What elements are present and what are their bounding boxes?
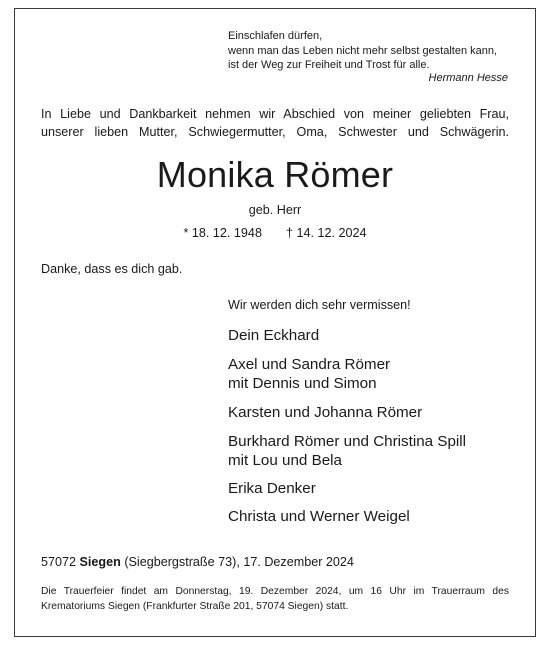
mourner-entry bbox=[228, 432, 466, 470]
death-date: † 14. 12. 2024 bbox=[285, 226, 367, 240]
mourner-entry bbox=[228, 326, 319, 345]
place-zip: 57072 bbox=[41, 555, 77, 569]
mourner-entry bbox=[228, 479, 316, 498]
intro-line: In Liebe und Dankbarkeit nehmen wir Abschied von meiner geliebten Frau, bbox=[41, 107, 509, 121]
mourner-line: Burkhard Römer und Christina Spill bbox=[228, 433, 467, 450]
life-dates bbox=[0, 226, 550, 240]
maiden-name: geb. Herr bbox=[248, 203, 302, 217]
mourner-entry bbox=[228, 507, 410, 526]
quote bbox=[228, 29, 497, 73]
mourner-entry bbox=[228, 355, 390, 393]
mourner-line: Axel und Sandra Römer bbox=[228, 356, 391, 373]
miss-line: Wir werden dich sehr vermissen! bbox=[228, 298, 411, 312]
funeral-notice bbox=[41, 584, 509, 614]
quote-line: wenn man das Leben nicht mehr selbst gestalten kann, bbox=[228, 44, 498, 57]
mourner-line: Erika Denker bbox=[228, 480, 316, 497]
quote-line: Einschlafen dürfen, bbox=[228, 30, 323, 42]
place-rest: (Siegbergstraße 73), 17. Dezember 2024 bbox=[124, 555, 354, 569]
mourner-line: Dein Eckhard bbox=[228, 327, 320, 344]
quote-line: ist der Weg zur Freiheit und Trost für alle. bbox=[228, 59, 430, 71]
place-date-line bbox=[41, 555, 354, 569]
notice-line: Krematoriums Siegen (Frankfurter Straße 201, 57074 Siegen) statt. bbox=[41, 601, 349, 612]
intro-line: unserer lieben Mutter, Schwiegermutter, Oma, Schwester und Schwägerin. bbox=[41, 125, 509, 139]
mourner-line: mit Dennis und Simon bbox=[228, 375, 377, 392]
mourner-line: Christa und Werner Weigel bbox=[228, 508, 410, 525]
mourner-entry bbox=[228, 403, 422, 422]
place-city: Siegen bbox=[79, 555, 121, 569]
mourner-line: mit Lou und Bela bbox=[228, 452, 342, 469]
thanks-line: Danke, dass es dich gab. bbox=[41, 262, 183, 276]
deceased-name: Monika Römer bbox=[156, 154, 394, 195]
quote-author: Hermann Hesse bbox=[428, 72, 508, 84]
birth-date: * 18. 12. 1948 bbox=[183, 226, 262, 240]
notice-line: Die Trauerfeier findet am Donnerstag, 19. Dezember 2024, um 16 Uhr im Trauerraum des bbox=[41, 586, 509, 597]
obituary-frame bbox=[14, 8, 536, 637]
mourner-line: Karsten und Johanna Römer bbox=[228, 404, 423, 421]
